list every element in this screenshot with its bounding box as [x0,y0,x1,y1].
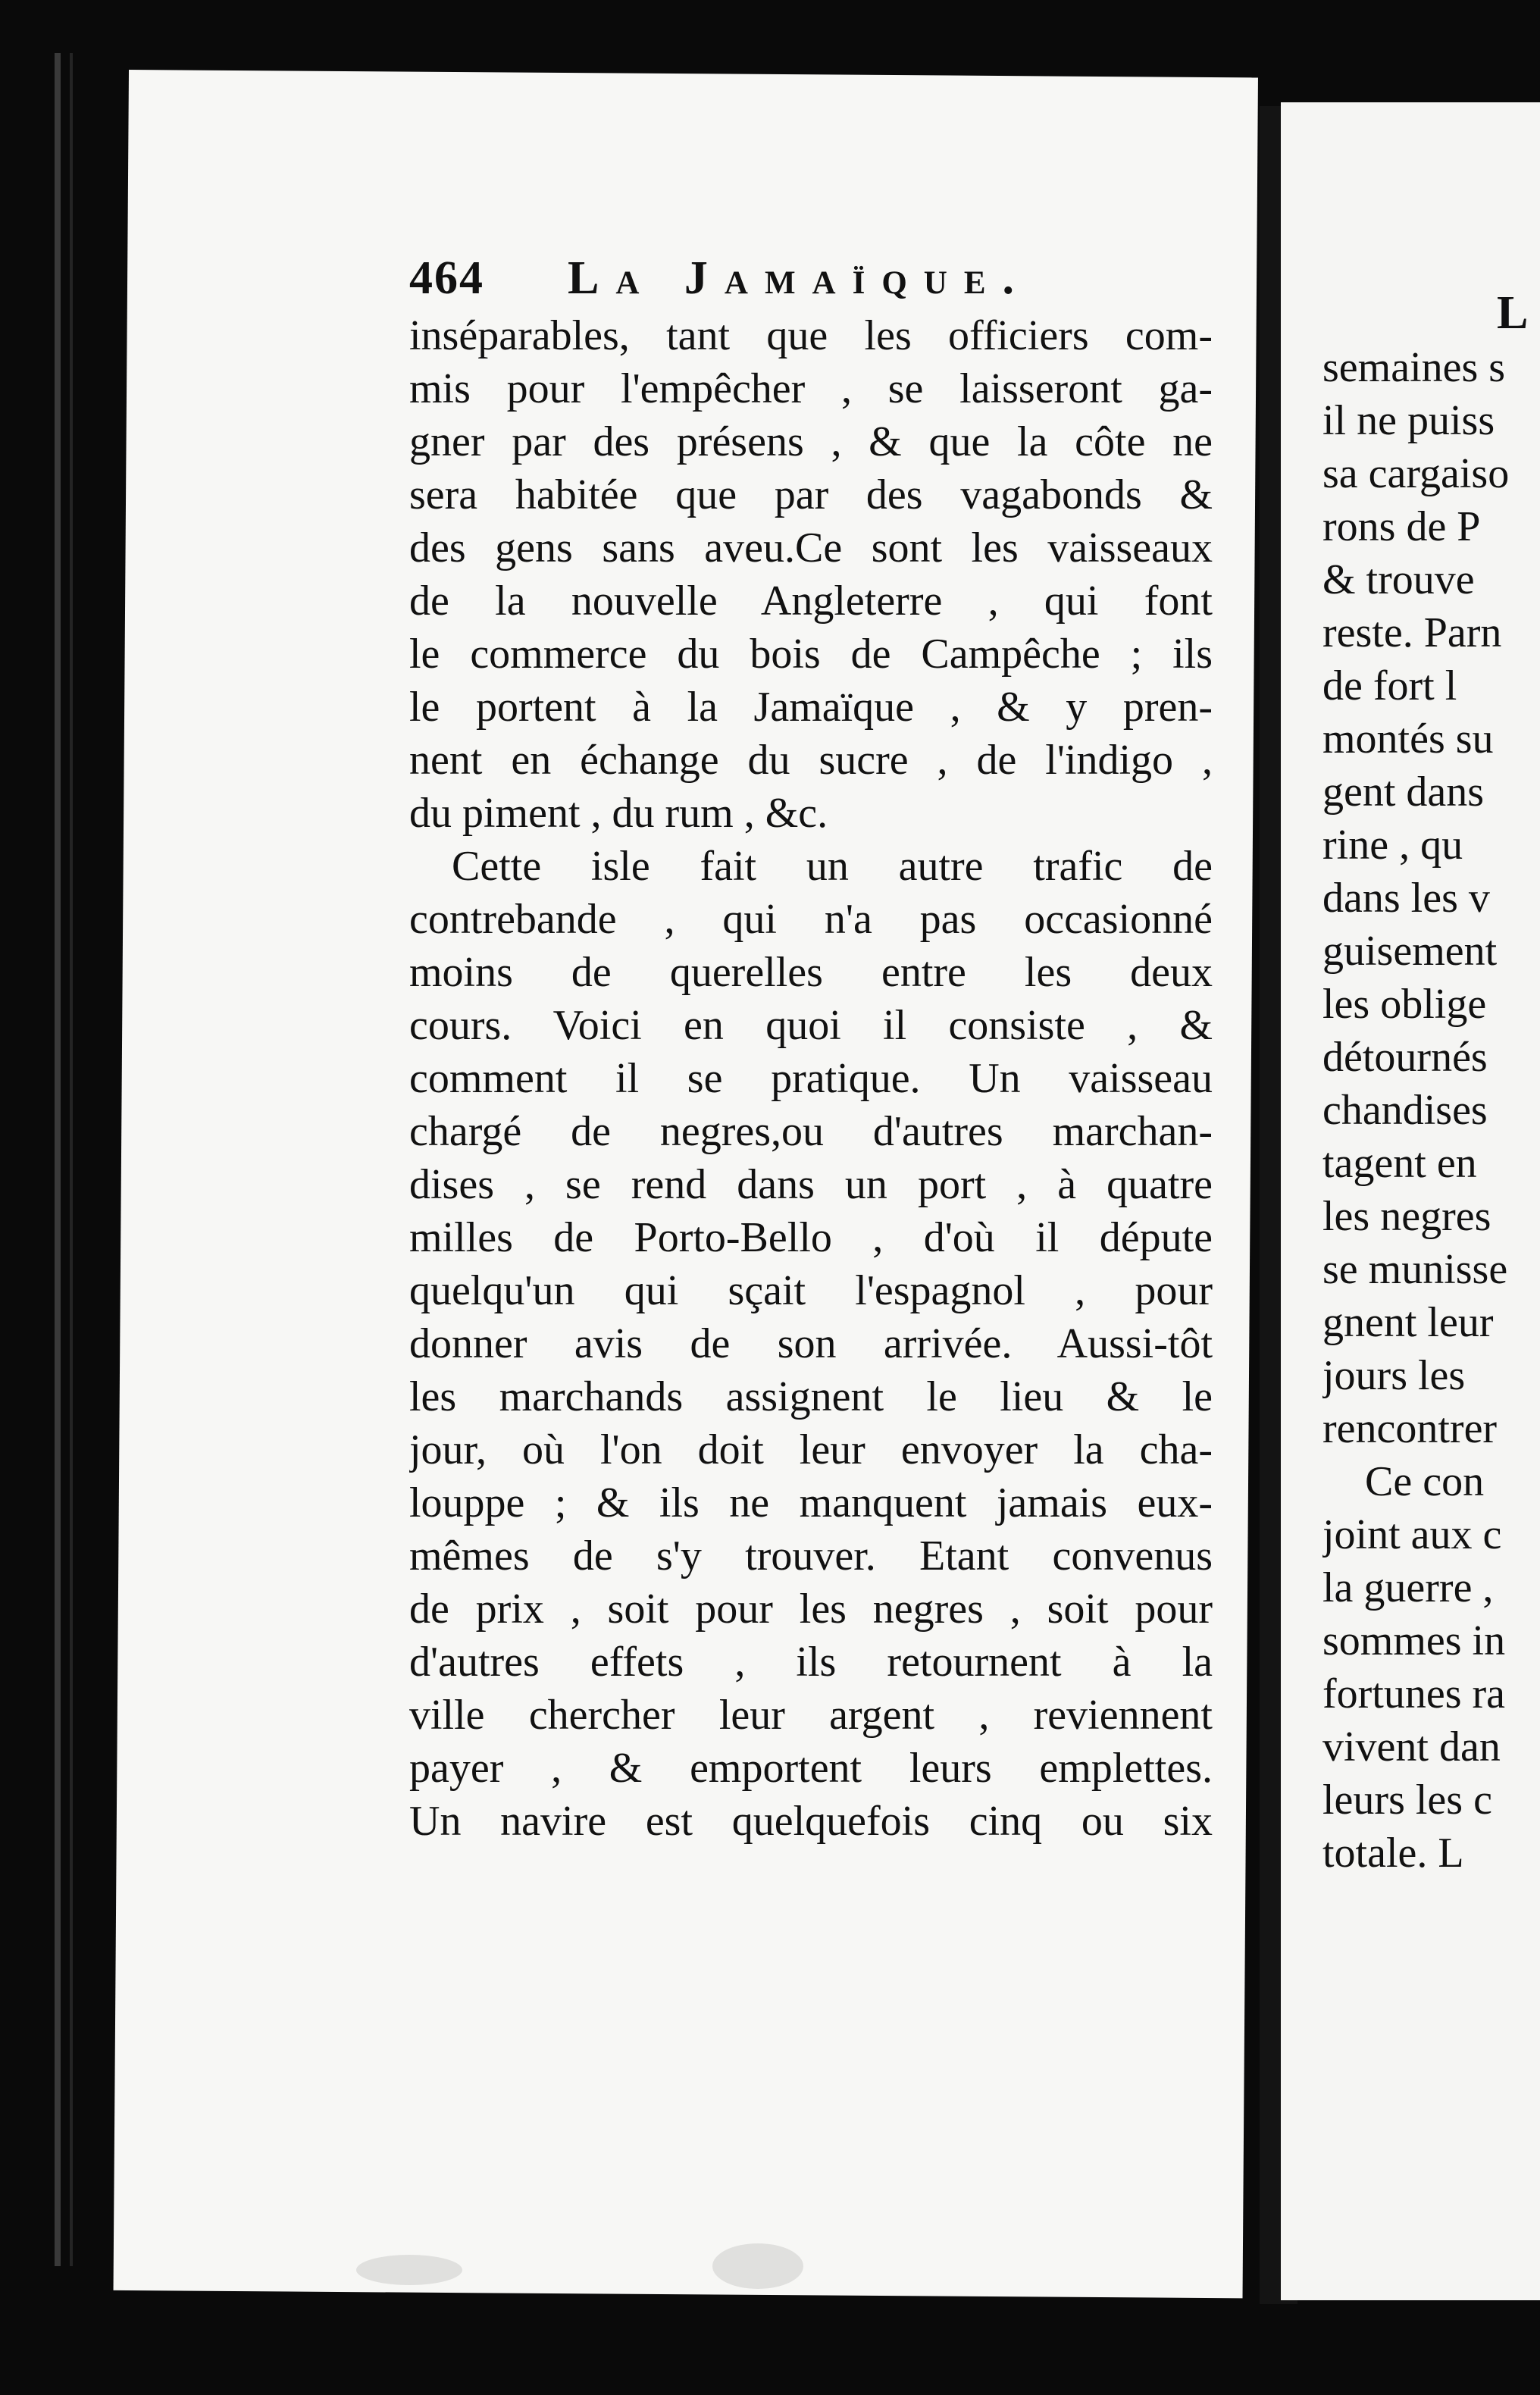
text-line: le portent à la Jamaïque , & y pren- [409,684,1213,731]
text-line: guisement [1322,928,1498,975]
text-line: détournés [1322,1034,1488,1081]
text-line: chandises [1322,1087,1488,1134]
text-line: Un navire est quelquefois cinq ou six [409,1798,1213,1845]
text-line: contrebande , qui n'a pas occasionné [409,896,1213,943]
text-line: louppe ; & ils ne manquent jamais eux- [409,1479,1213,1526]
text-line: totale. L [1322,1830,1464,1877]
text-line: la guerre , [1322,1564,1494,1611]
text-line: milles de Porto-Bello , d'où il députe [409,1214,1213,1261]
running-head [409,250,1213,309]
right-running-head: L [1497,287,1529,339]
paper-smudge [712,2243,803,2289]
text-line: ville chercher leur argent , reviennent [409,1692,1213,1739]
text-line: joint aux c [1322,1511,1502,1558]
text-line: leurs les c [1322,1777,1492,1824]
text-line: mêmes de s'y trouver. Etant convenus [409,1532,1213,1579]
page-number: 464 [409,252,484,304]
paragraph-start-line: Cette isle fait un autre trafic de [452,843,1213,890]
text-line: vivent dan [1322,1723,1501,1770]
text-line: se munisse [1322,1246,1508,1293]
text-line: rine , qu [1322,822,1463,869]
text-line: dans les v [1322,875,1490,922]
text-line: chargé de negres,ou d'autres marchan- [409,1108,1213,1155]
text-line: reste. Parn [1322,609,1502,656]
text-line: quelqu'un qui sçait l'espagnol , pour [409,1267,1213,1314]
text-line: montés su [1322,715,1494,762]
text-line: jours les [1322,1352,1466,1399]
text-line: les marchands assignent le lieu & le [409,1373,1213,1420]
left-page-text [409,250,1213,1848]
text-line: inséparables, tant que les officiers com- [409,312,1213,359]
paragraph-start-line: Ce con [1365,1458,1485,1505]
text-line: mis pour l'empêcher , se laisseront ga- [409,365,1213,412]
right-page-text [1322,285,1540,1880]
text-line: donner avis de son arrivée. Aussi-tôt [409,1320,1213,1367]
text-line: d'autres effets , ils retournent à la [409,1639,1213,1686]
text-line: tagent en [1322,1140,1477,1187]
paper-smudge [356,2255,462,2285]
book-edge-line [70,53,73,2266]
text-line: sa cargaiso [1322,450,1510,497]
text-line: les negres [1322,1193,1491,1240]
text-line: sommes in [1322,1617,1506,1664]
text-line: des gens sans aveu.Ce sont les vaisseaux [409,524,1213,571]
text-line: rencontrer [1322,1405,1498,1452]
text-line: cours. Voici en quoi il consiste , & [409,1002,1213,1049]
text-line: moins de querelles entre les deux [409,949,1213,996]
text-line: du piment , du rum , &c. [409,790,828,837]
text-line: fortunes ra [1322,1670,1506,1717]
text-line: dises , se rend dans un port , à quatre [409,1161,1213,1208]
text-line: il ne puiss [1322,397,1495,444]
text-line: gent dans [1322,769,1485,816]
text-line: rons de P [1322,503,1481,550]
book-edge-line [55,53,61,2266]
running-head-title: La Jamaïque. [568,252,1031,304]
text-line: le commerce du bois de Campêche ; ils [409,631,1213,678]
text-line: comment il se pratique. Un vaisseau [409,1055,1213,1102]
text-line: payer , & emportent leurs emplettes. [409,1745,1213,1792]
text-line: jour, où l'on doit leur envoyer la cha- [409,1426,1213,1473]
text-line: de la nouvelle Angleterre , qui font [409,578,1213,625]
text-line: gnent leur [1322,1299,1494,1346]
text-line: les oblige [1322,981,1487,1028]
text-line: gner par des présens , & que la côte ne [409,418,1213,465]
text-line: de prix , soit pour les negres , soit pour [409,1586,1213,1633]
text-line: de fort l [1322,662,1457,709]
text-line: & trouve [1322,556,1475,603]
text-line: sera habitée que par des vagabonds & [409,471,1213,518]
text-line: semaines s [1322,344,1506,391]
text-line: nent en échange du sucre , de l'indigo , [409,737,1213,784]
